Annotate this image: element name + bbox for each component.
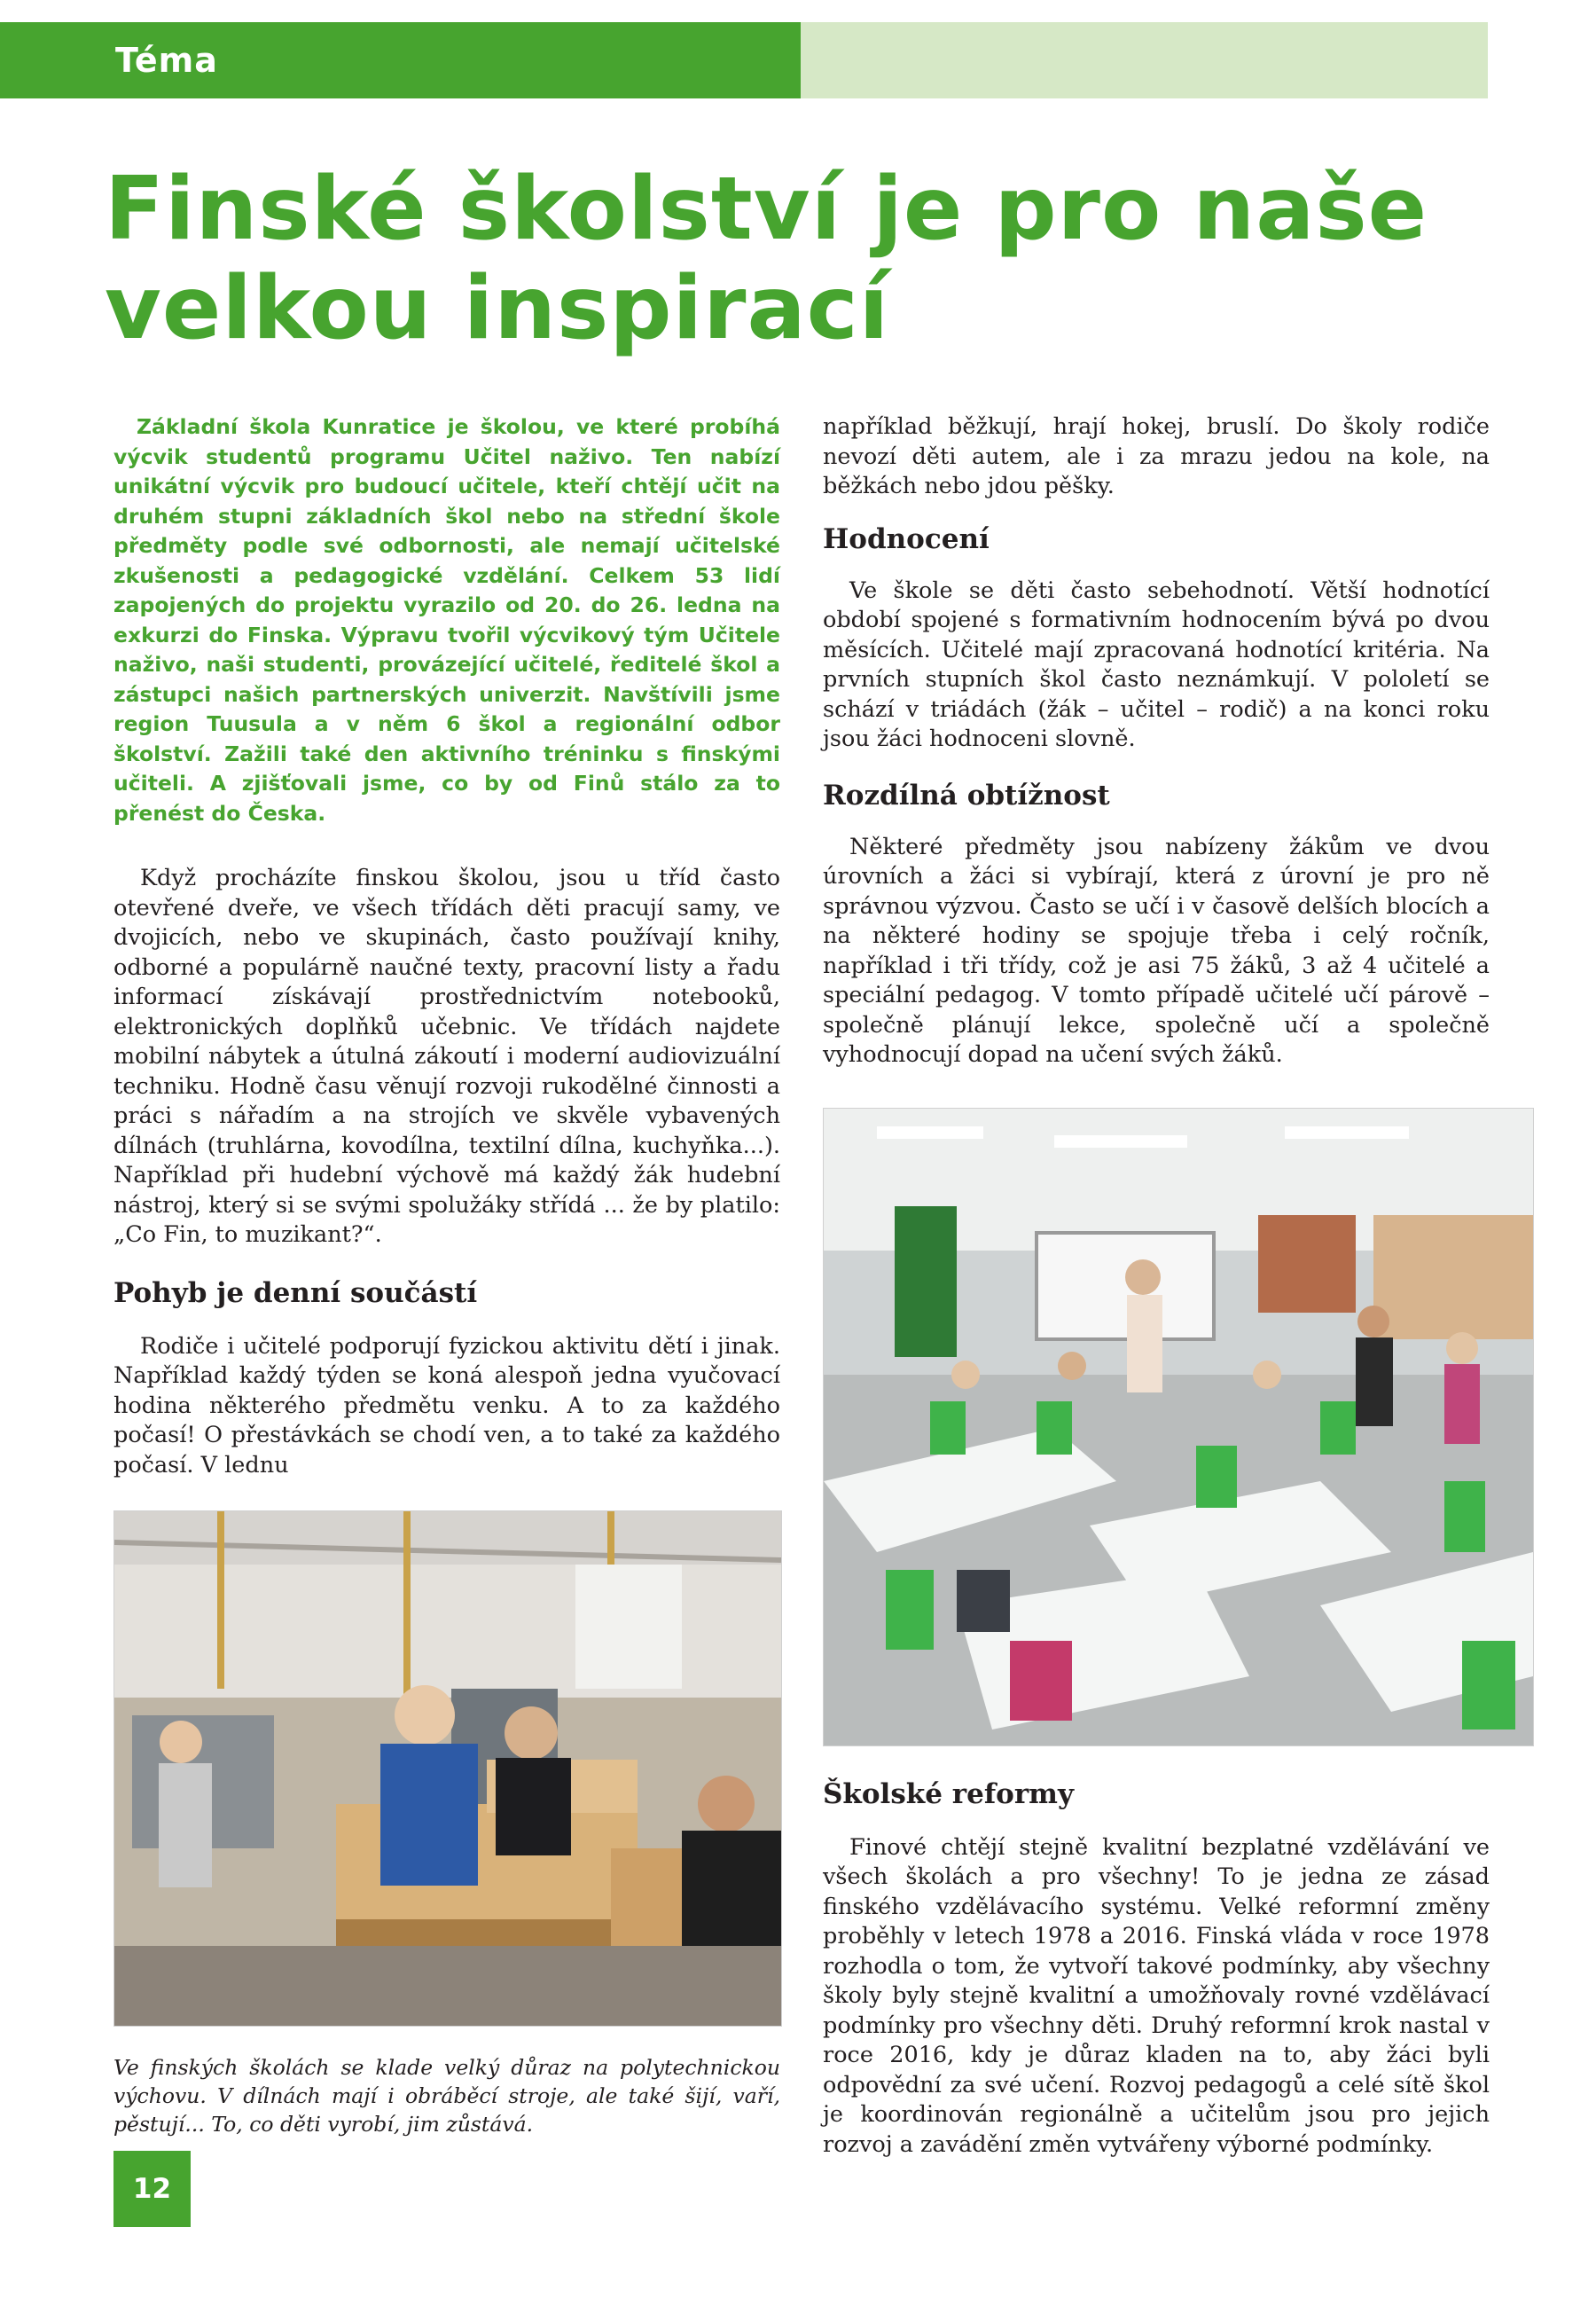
header-band-light <box>801 22 1488 98</box>
body-paragraph-workshops: Když procházíte finskou školou, jsou u tříd často otevřené dveře, ve všech třídách děti pracují samy, ve dvojicích, nebo ve skupinách, často používají knihy, odborné a populárně naučné texty, pracovní listy a řadu informací získávají prostřednictvím notebooků, elektronických doplňků učebnic. Ve třídách najdete mobilní nábytek a útulná zákoutí i moderní audiovizuální techniku. Hodně času věnují rozvoji rukodělné činnosti a práci s nářadím a na strojích ve skvěle vybavených dílnách (truhlárna, kovodílna, textilní dílna, kuchyňka...). Například při hudební výchově má každý žák hudební nástroj, který si se svými spolužáky střídá ... že by platilo: „Co Fin, to muzikant?“. <box>113 865 780 1248</box>
heading-movement: Pohyb je denní součástí <box>113 1276 478 1309</box>
right-column <box>823 412 1490 2158</box>
body-paragraph-continued: například běžkují, hrají hokej, bruslí. Do školy rodiče nevozí děti autem, ale i za mrazu jedou na kole, na běžkách nebo jdou pěšky. <box>823 413 1490 499</box>
heading-assessment: Hodnocení <box>823 522 990 555</box>
heading-reforms: Školské reformy <box>823 1777 1074 1810</box>
body-paragraph-movement: Rodiče i učitelé podporují fyzickou aktivitu dětí i jinak. Například každý týden se koná alespoň jedna vyučovací hodina některého předmětu venku. A to za každého počasí! O přestávkách se chodí ven, a to také za každého počasí. V lednu <box>113 1332 780 1479</box>
article-title: Finské školství je pro naše velkou inspirací <box>105 159 1428 359</box>
page-number-box <box>113 2151 191 2227</box>
classroom-photo-image <box>824 1109 1533 1745</box>
body-paragraph-difficulty: Některé předměty jsou nabízeny žákům ve dvou úrovních a žáci si vybírají, která z úrovní je pro ně správnou výzvou. Často se učí i v časově delších blocích a na některé hodiny se spojuje třeba i celý ročník, například i tři třídy, což je asi 75 žáků, 3 až 4 učitelé a speciální pedagog. V tomto případě učitelé učí párově – společně plánují lekce, společně učí a společně vyhodnocují dopad na učení svých žáků. <box>823 833 1490 1068</box>
photo-caption: Ve finských školách se klade velký důraz na polytechnickou výchovu. V dílnách mají i obráběcí stroje, ale také šijí, vaří, pěstují... To, co děti vyrobí, jim zůstává. <box>113 2055 780 2137</box>
lead-paragraph: Základní škola Kunratice je školou, ve které probíhá výcvik studentů programu Učitel naživo. Ten nabízí unikátní výcvik pro budoucí učitele, kteří chtějí učit na druhém stupni základních škol nebo na střední škole předměty podle své odbornosti, ale nemají učitelské zkušenosti a pedagogické vzdělání. Celkem 53 lidí zapojených do projektu vyrazilo od 20. do 26. ledna na exkurzi do Finska. Výpravu tvořil výcvikový tým Učitele naživo, naši studenti, provázející učitelé, ředitelé škol a zástupci našich partnerských univerzit. Navštívili jsme region Tuusula a v něm 6 škol a regionální odbor školství. Zažili také den aktivního tréninku s finskými učiteli. A zjišťovali jsme, co by od Finů stálo za to přenést do Česka. <box>113 414 780 826</box>
page-number: 12 <box>132 2173 172 2205</box>
section-label: Téma <box>115 41 218 80</box>
left-column <box>113 412 780 2137</box>
body-paragraph-reforms: Finové chtějí stejně kvalitní bezplatné vzdělávání ve všech školách a pro všechny! To je jedna ze zásad finského vzdělávacího systému. Velké reformní změny proběhly v letech 1978 a 2016. Finská vláda v roce 1978 rozhodla o tom, že vytvoří takové podmínky, aby všechny školy byly stejně kvalitní a umožňovaly rovné vzdělávací podmínky pro všechny děti. Druhý reformní krok nastal v roce 2016, kdy je důraz kladen na to, aby žáci byli odpovědní za své učení. Rozvoj pedagogů a celé sítě škol je koordinován regionálně a učitelům jsou pro jejich rozvoj a zavádění změn vytvářeny výborné podmínky. <box>823 1833 1490 2158</box>
classroom-photo <box>823 1108 1534 1746</box>
heading-difficulty: Rozdílná obtížnost <box>823 779 1110 812</box>
body-paragraph-assessment: Ve škole se děti často sebehodnotí. Větší hodnotící období spojené s formativním hodnocením bývá po dvou měsících. Učitelé mají zpracovaná hodnotící kritéria. Na prvních stupních škol často neznámkují. V pololetí se schází v triádách (žák – učitel – rodič) a na konci roku jsou žáci hodnoceni slovně. <box>823 576 1490 752</box>
workshop-photo <box>113 1510 782 2027</box>
workshop-photo-image <box>114 1511 781 2026</box>
